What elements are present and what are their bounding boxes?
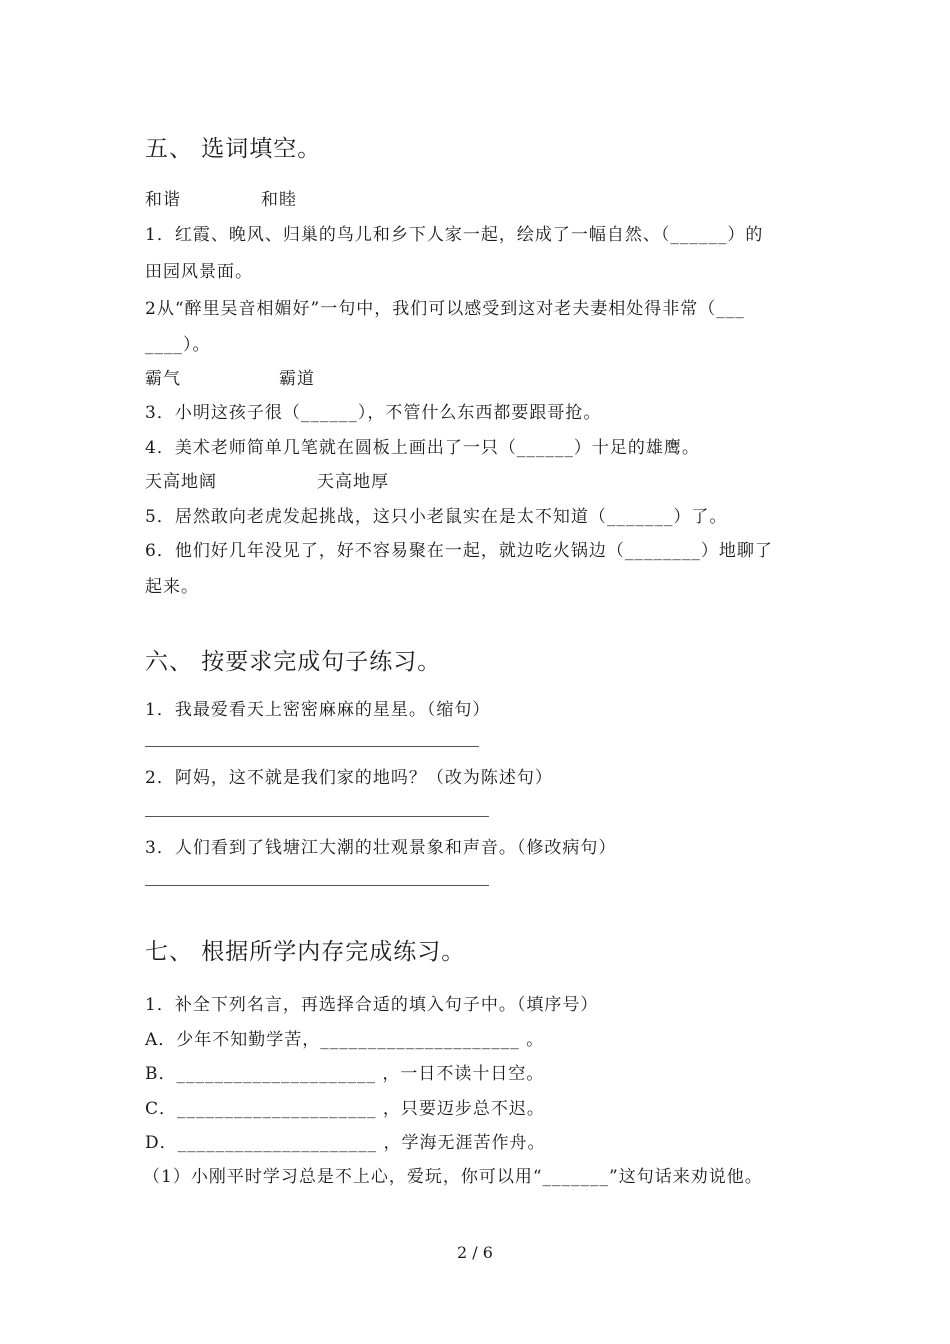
exercise-2: 2．阿妈，这不就是我们家的地吗？（改为陈述句）: [145, 768, 553, 788]
question-1: 1．补全下列名言，再选择合适的填入句子中。（填序号）: [145, 995, 599, 1015]
proverb-d: D．_____________________ ，学海无涯苦作舟。: [145, 1133, 546, 1153]
word-option: 天高地阔: [145, 472, 217, 492]
question-1-line-1: 1．红霞、晚风、归巢的鸟儿和乡下人家一起，绘成了一幅自然、（______）的: [145, 225, 764, 245]
answer-line[interactable]: [145, 746, 479, 747]
word-option: 天高地厚: [317, 472, 389, 492]
question-6-line-1: 6．他们好几年没见了，好不容易聚在一起，就边吃火锅边（________）地聊了: [145, 541, 773, 561]
proverb-b: B．_____________________ ，一日不读十日空。: [145, 1064, 545, 1084]
exercise-3: 3．人们看到了钱塘江大潮的壮观景象和声音。（修改病句）: [145, 838, 617, 858]
word-option: 和谐: [145, 190, 181, 210]
answer-line[interactable]: [145, 885, 489, 886]
question-1-line-2: 田园风景面。: [145, 262, 253, 282]
question-3: 3．小明这孩子很（______），不管什么东西都要跟哥抢。: [145, 403, 602, 423]
page-number: 2 / 6: [457, 1243, 493, 1262]
word-option: 霸道: [279, 369, 315, 389]
section-5-title: 五、 选词填空。: [145, 136, 322, 162]
word-option: 和睦: [261, 190, 297, 210]
exercise-1: 1．我最爱看天上密密麻麻的星星。（缩句）: [145, 700, 491, 720]
question-2-line-2: ____）。: [145, 335, 211, 355]
answer-line[interactable]: [145, 816, 489, 817]
question-2-line-1: 2从“醉里吴音相媚好”一句中，我们可以感受到这对老夫妻相处得非常（___: [145, 299, 745, 319]
question-6-line-2: 起来。: [145, 577, 199, 597]
sub-question-1: （1）小刚平时学习总是不上心，爱玩，你可以用“_______”这句话来劝说他。: [143, 1167, 763, 1187]
word-option: 霸气: [145, 369, 181, 389]
proverb-a: A．少年不知勤学苦，_____________________ 。: [145, 1030, 545, 1050]
proverb-c: C．_____________________ ，只要迈步总不迟。: [145, 1099, 545, 1119]
section-6-title: 六、 按要求完成句子练习。: [145, 649, 442, 675]
section-7-title: 七、 根据所学内存完成练习。: [145, 939, 466, 965]
question-4: 4．美术老师简单几笔就在圆板上画出了一只（______）十足的雄鹰。: [145, 438, 700, 458]
question-5: 5．居然敢向老虎发起挑战，这只小老鼠实在是太不知道（_______）了。: [145, 507, 728, 527]
